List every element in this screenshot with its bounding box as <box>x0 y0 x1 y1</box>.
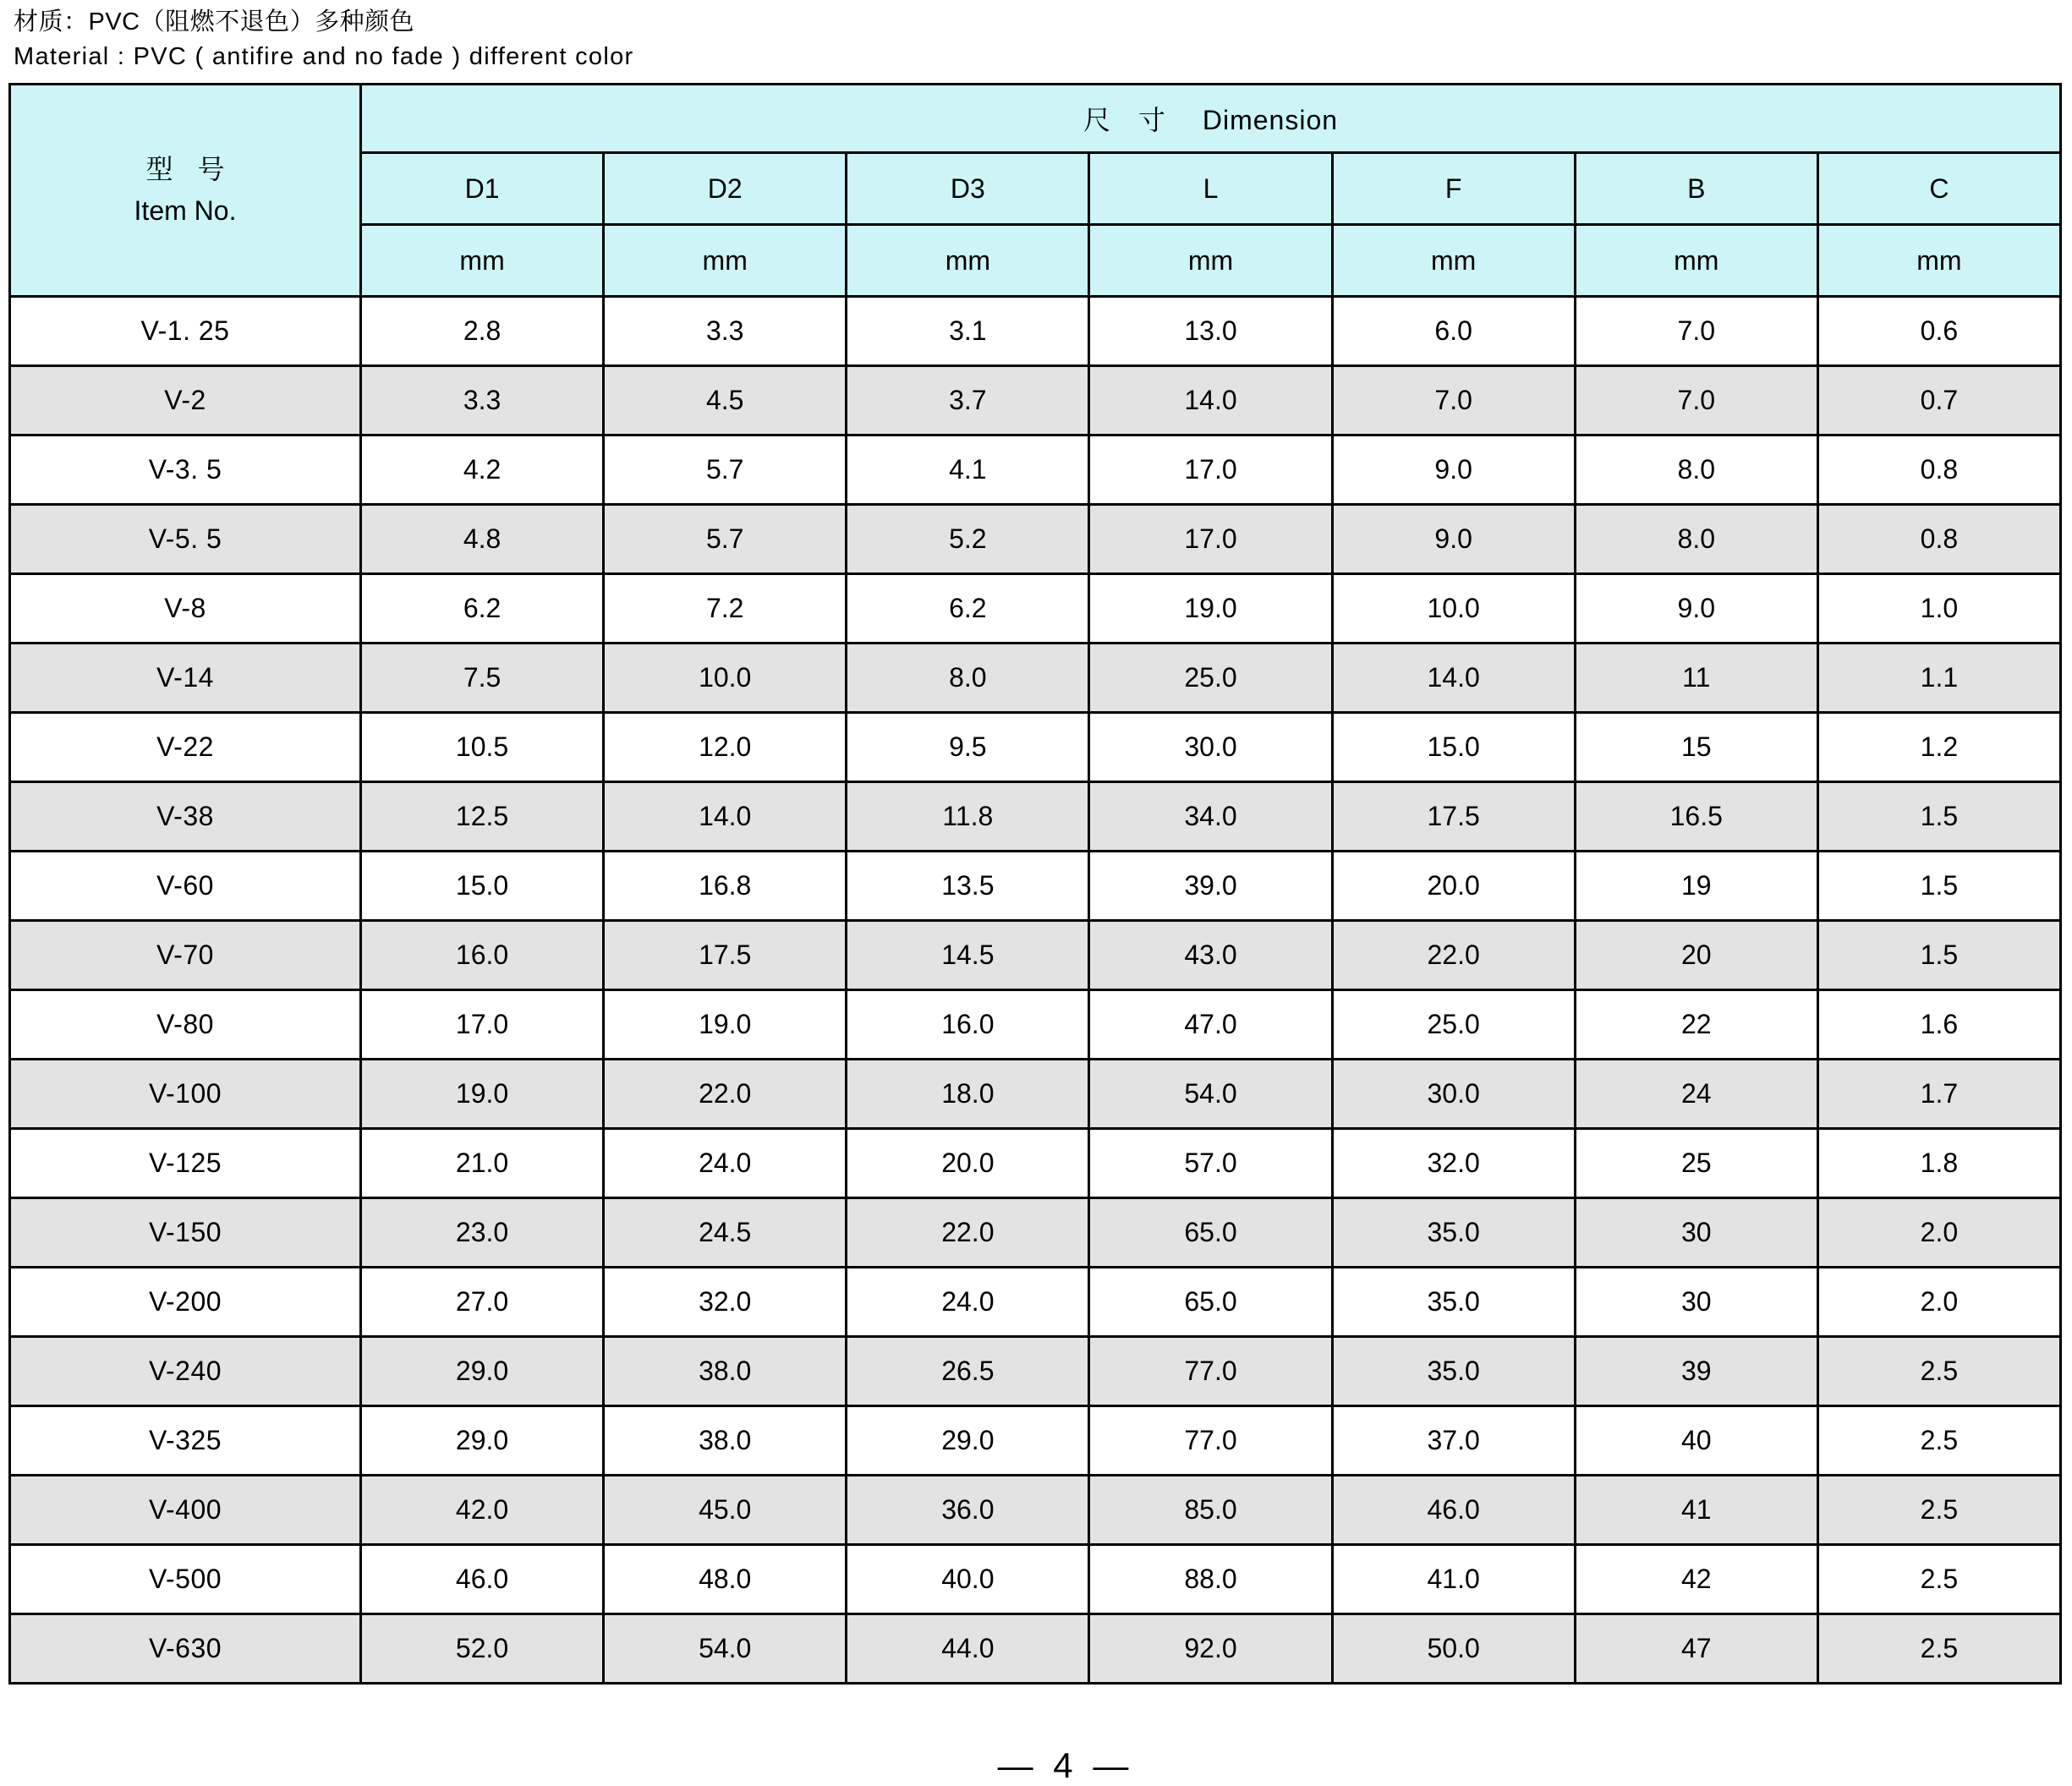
cell-b: 7.0 <box>1575 297 1817 366</box>
cell-l: 85.0 <box>1089 1476 1332 1545</box>
header-unit-l: mm <box>1089 225 1332 297</box>
cell-d3: 29.0 <box>847 1406 1089 1476</box>
cell-c: 2.0 <box>1817 1198 2060 1268</box>
cell-d3: 6.2 <box>847 574 1089 644</box>
header-unit-d2: mm <box>604 225 847 297</box>
cell-b: 39 <box>1575 1337 1817 1406</box>
cell-c: 1.5 <box>1817 782 2060 852</box>
cell-l: 54.0 <box>1089 1060 1332 1129</box>
table-row <box>10 1614 2061 1684</box>
cell-l: 13.0 <box>1089 297 1332 366</box>
header-dimension-english: Dimension <box>1202 105 1339 136</box>
cell-d3: 22.0 <box>847 1198 1089 1268</box>
cell-d1: 23.0 <box>361 1198 604 1268</box>
cell-c: 1.5 <box>1817 921 2060 990</box>
cell-d3: 4.1 <box>847 436 1089 505</box>
cell-item-no: V-80 <box>10 990 361 1060</box>
table-row <box>10 574 2061 644</box>
table-row <box>10 1268 2061 1337</box>
cell-item-no: V-200 <box>10 1268 361 1337</box>
table-row <box>10 852 2061 921</box>
cell-c: 1.6 <box>1817 990 2060 1060</box>
table-row <box>10 644 2061 713</box>
cell-item-no: V-325 <box>10 1406 361 1476</box>
cell-d1: 46.0 <box>361 1545 604 1614</box>
header-col-d3: D3 <box>847 153 1089 225</box>
cell-d1: 19.0 <box>361 1060 604 1129</box>
cell-d3: 24.0 <box>847 1268 1089 1337</box>
cell-c: 2.0 <box>1817 1268 2060 1337</box>
cell-b: 30 <box>1575 1268 1817 1337</box>
cell-b: 7.0 <box>1575 366 1817 436</box>
cell-d1: 6.2 <box>361 574 604 644</box>
cell-f: 46.0 <box>1332 1476 1575 1545</box>
header-col-d2: D2 <box>604 153 847 225</box>
table-row <box>10 297 2061 366</box>
cell-d1: 15.0 <box>361 852 604 921</box>
header-col-l: L <box>1089 153 1332 225</box>
cell-item-no: V-5. 5 <box>10 505 361 574</box>
cell-d1: 21.0 <box>361 1129 604 1198</box>
cell-d1: 16.0 <box>361 921 604 990</box>
cell-item-no: V-14 <box>10 644 361 713</box>
table-row <box>10 713 2061 782</box>
cell-l: 25.0 <box>1089 644 1332 713</box>
cell-c: 1.0 <box>1817 574 2060 644</box>
cell-b: 22 <box>1575 990 1817 1060</box>
cell-item-no: V-70 <box>10 921 361 990</box>
cell-b: 15 <box>1575 713 1817 782</box>
cell-b: 11 <box>1575 644 1817 713</box>
cell-l: 65.0 <box>1089 1268 1332 1337</box>
cell-d2: 14.0 <box>604 782 847 852</box>
table-row <box>10 782 2061 852</box>
cell-d2: 54.0 <box>604 1614 847 1684</box>
cell-d3: 16.0 <box>847 990 1089 1060</box>
cell-f: 35.0 <box>1332 1337 1575 1406</box>
cell-f: 9.0 <box>1332 505 1575 574</box>
table-body <box>10 297 2061 1684</box>
cell-item-no: V-2 <box>10 366 361 436</box>
table-row <box>10 1406 2061 1476</box>
table-row <box>10 1060 2061 1129</box>
cell-d3: 26.5 <box>847 1337 1089 1406</box>
header-item-no <box>10 85 361 297</box>
cell-d3: 9.5 <box>847 713 1089 782</box>
cell-d1: 29.0 <box>361 1406 604 1476</box>
cell-f: 10.0 <box>1332 574 1575 644</box>
table-row <box>10 505 2061 574</box>
cell-item-no: V-1. 25 <box>10 297 361 366</box>
cell-item-no: V-125 <box>10 1129 361 1198</box>
cell-item-no: V-630 <box>10 1614 361 1684</box>
table-row <box>10 1476 2061 1545</box>
cell-d2: 45.0 <box>604 1476 847 1545</box>
header-col-f: F <box>1332 153 1575 225</box>
cell-l: 17.0 <box>1089 505 1332 574</box>
cell-f: 14.0 <box>1332 644 1575 713</box>
cell-d3: 36.0 <box>847 1476 1089 1545</box>
cell-c: 2.5 <box>1817 1406 2060 1476</box>
cell-d1: 4.2 <box>361 436 604 505</box>
cell-d1: 4.8 <box>361 505 604 574</box>
header-unit-d3: mm <box>847 225 1089 297</box>
cell-d2: 22.0 <box>604 1060 847 1129</box>
header-item-no-english: Item No. <box>134 195 237 227</box>
cell-d2: 17.5 <box>604 921 847 990</box>
cell-item-no: V-400 <box>10 1476 361 1545</box>
cell-c: 1.8 <box>1817 1129 2060 1198</box>
cell-d1: 52.0 <box>361 1614 604 1684</box>
cell-d3: 8.0 <box>847 644 1089 713</box>
cell-c: 0.8 <box>1817 505 2060 574</box>
cell-item-no: V-8 <box>10 574 361 644</box>
cell-d2: 24.0 <box>604 1129 847 1198</box>
cell-f: 7.0 <box>1332 366 1575 436</box>
cell-d3: 13.5 <box>847 852 1089 921</box>
cell-d3: 18.0 <box>847 1060 1089 1129</box>
cell-f: 35.0 <box>1332 1268 1575 1337</box>
material-line-chinese: 材质：PVC（阻燃不退色）多种颜色 <box>14 8 415 36</box>
table-row <box>10 1129 2061 1198</box>
header-unit-f: mm <box>1332 225 1575 297</box>
cell-d2: 4.5 <box>604 366 847 436</box>
cell-l: 57.0 <box>1089 1129 1332 1198</box>
header-unit-b: mm <box>1575 225 1817 297</box>
cell-l: 39.0 <box>1089 852 1332 921</box>
material-block <box>8 0 2064 83</box>
cell-c: 1.5 <box>1817 852 2060 921</box>
cell-d2: 7.2 <box>604 574 847 644</box>
cell-b: 20 <box>1575 921 1817 990</box>
cell-d3: 5.2 <box>847 505 1089 574</box>
cell-item-no: V-100 <box>10 1060 361 1129</box>
cell-c: 2.5 <box>1817 1545 2060 1614</box>
header-unit-d1: mm <box>361 225 604 297</box>
cell-l: 77.0 <box>1089 1406 1332 1476</box>
cell-item-no: V-38 <box>10 782 361 852</box>
cell-d2: 12.0 <box>604 713 847 782</box>
cell-d1: 29.0 <box>361 1337 604 1406</box>
specification-table <box>8 83 2062 1685</box>
cell-d1: 42.0 <box>361 1476 604 1545</box>
cell-c: 2.5 <box>1817 1614 2060 1684</box>
cell-c: 1.2 <box>1817 713 2060 782</box>
cell-l: 77.0 <box>1089 1337 1332 1406</box>
header-item-no-chinese: 型 号 <box>145 153 233 184</box>
cell-b: 47 <box>1575 1614 1817 1684</box>
cell-b: 8.0 <box>1575 436 1817 505</box>
cell-d1: 12.5 <box>361 782 604 852</box>
header-col-d1: D1 <box>361 153 604 225</box>
cell-f: 32.0 <box>1332 1129 1575 1198</box>
table-row <box>10 1545 2061 1614</box>
cell-b: 24 <box>1575 1060 1817 1129</box>
cell-f: 25.0 <box>1332 990 1575 1060</box>
cell-d2: 16.8 <box>604 852 847 921</box>
cell-b: 9.0 <box>1575 574 1817 644</box>
table-row <box>10 436 2061 505</box>
cell-d3: 14.5 <box>847 921 1089 990</box>
cell-d3: 11.8 <box>847 782 1089 852</box>
cell-l: 30.0 <box>1089 713 1332 782</box>
cell-l: 19.0 <box>1089 574 1332 644</box>
cell-f: 50.0 <box>1332 1614 1575 1684</box>
cell-l: 43.0 <box>1089 921 1332 990</box>
header-col-c: C <box>1817 153 2060 225</box>
cell-d3: 3.7 <box>847 366 1089 436</box>
cell-c: 0.8 <box>1817 436 2060 505</box>
cell-l: 65.0 <box>1089 1198 1332 1268</box>
header-col-b: B <box>1575 153 1817 225</box>
cell-d2: 3.3 <box>604 297 847 366</box>
cell-d3: 20.0 <box>847 1129 1089 1198</box>
cell-d2: 32.0 <box>604 1268 847 1337</box>
table-row <box>10 921 2061 990</box>
cell-d1: 10.5 <box>361 713 604 782</box>
table-head <box>10 85 2061 297</box>
cell-l: 47.0 <box>1089 990 1332 1060</box>
cell-c: 1.1 <box>1817 644 2060 713</box>
cell-c: 2.5 <box>1817 1476 2060 1545</box>
cell-d1: 3.3 <box>361 366 604 436</box>
cell-b: 19 <box>1575 852 1817 921</box>
cell-d2: 5.7 <box>604 505 847 574</box>
cell-l: 34.0 <box>1089 782 1332 852</box>
cell-b: 30 <box>1575 1198 1817 1268</box>
cell-d3: 44.0 <box>847 1614 1089 1684</box>
cell-item-no: V-150 <box>10 1198 361 1268</box>
cell-item-no: V-240 <box>10 1337 361 1406</box>
cell-b: 41 <box>1575 1476 1817 1545</box>
header-unit-c: mm <box>1817 225 2060 297</box>
cell-f: 9.0 <box>1332 436 1575 505</box>
cell-l: 14.0 <box>1089 366 1332 436</box>
cell-f: 37.0 <box>1332 1406 1575 1476</box>
cell-l: 92.0 <box>1089 1614 1332 1684</box>
cell-c: 0.6 <box>1817 297 2060 366</box>
cell-d2: 48.0 <box>604 1545 847 1614</box>
cell-f: 35.0 <box>1332 1198 1575 1268</box>
cell-b: 42 <box>1575 1545 1817 1614</box>
cell-l: 17.0 <box>1089 436 1332 505</box>
cell-c: 0.7 <box>1817 366 2060 436</box>
cell-d1: 27.0 <box>361 1268 604 1337</box>
cell-d2: 19.0 <box>604 990 847 1060</box>
cell-b: 16.5 <box>1575 782 1817 852</box>
cell-c: 1.7 <box>1817 1060 2060 1129</box>
cell-f: 30.0 <box>1332 1060 1575 1129</box>
cell-d3: 40.0 <box>847 1545 1089 1614</box>
cell-d3: 3.1 <box>847 297 1089 366</box>
cell-f: 15.0 <box>1332 713 1575 782</box>
table-row <box>10 1198 2061 1268</box>
cell-item-no: V-500 <box>10 1545 361 1614</box>
table-row <box>10 990 2061 1060</box>
cell-d1: 7.5 <box>361 644 604 713</box>
cell-b: 25 <box>1575 1129 1817 1198</box>
cell-f: 17.5 <box>1332 782 1575 852</box>
cell-d2: 10.0 <box>604 644 847 713</box>
page-number: — 4 — <box>997 1745 1134 1786</box>
header-dimension-chinese: 尺 寸 <box>1083 105 1176 136</box>
cell-item-no: V-60 <box>10 852 361 921</box>
cell-d1: 17.0 <box>361 990 604 1060</box>
material-line-english: Material : PVC ( antifire and no fade ) different color <box>14 43 634 71</box>
table-row <box>10 1337 2061 1406</box>
cell-d2: 24.5 <box>604 1198 847 1268</box>
header-dimension-group <box>361 85 2061 153</box>
cell-d2: 38.0 <box>604 1337 847 1406</box>
cell-c: 2.5 <box>1817 1337 2060 1406</box>
cell-f: 41.0 <box>1332 1545 1575 1614</box>
cell-f: 6.0 <box>1332 297 1575 366</box>
cell-item-no: V-3. 5 <box>10 436 361 505</box>
cell-d2: 5.7 <box>604 436 847 505</box>
cell-b: 40 <box>1575 1406 1817 1476</box>
cell-f: 22.0 <box>1332 921 1575 990</box>
cell-item-no: V-22 <box>10 713 361 782</box>
cell-f: 20.0 <box>1332 852 1575 921</box>
cell-l: 88.0 <box>1089 1545 1332 1614</box>
cell-b: 8.0 <box>1575 505 1817 574</box>
table-row <box>10 366 2061 436</box>
cell-d1: 2.8 <box>361 297 604 366</box>
header-row-dimension <box>10 85 2061 153</box>
cell-d2: 38.0 <box>604 1406 847 1476</box>
